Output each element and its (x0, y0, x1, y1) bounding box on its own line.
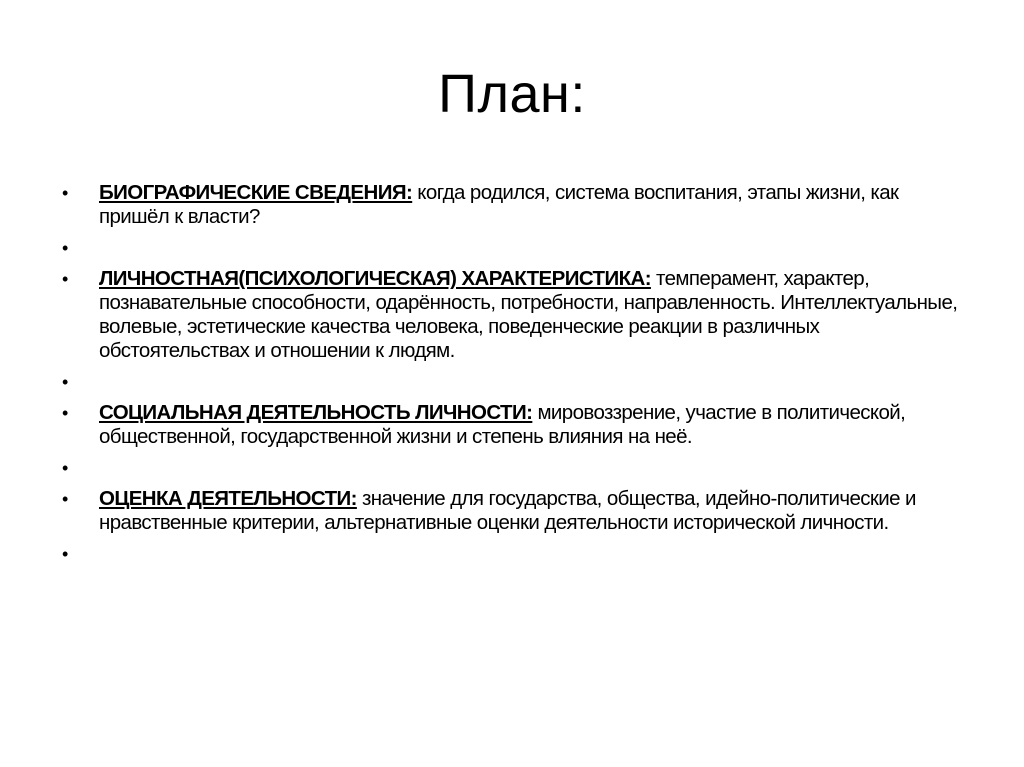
bullet-text: мировоззрение, участие в политической, общественной, государственной жизни и степень влияния на неё. (99, 401, 906, 448)
bullet-text: когда родился, система воспитания, этапы жизни, как пришёл к власти? (99, 181, 899, 228)
bullet-heading: ОЦЕНКА ДЕЯТЕЛЬНОСТИ: (99, 487, 357, 510)
bullet-icon: • (62, 458, 68, 478)
bullet-item-empty (62, 236, 962, 260)
bullet-icon: • (62, 544, 68, 564)
bullet-item-personality (62, 267, 962, 363)
bullet-item-empty (62, 370, 962, 394)
bullet-item-evaluation (62, 487, 962, 535)
bullet-text: значение для государства, общества, идейно-политические и нравственные критерии, альтернативные оценки деятельности исторической личности. (99, 487, 916, 534)
bullet-item-biography (62, 181, 962, 229)
bullet-item-social-activity (62, 401, 962, 449)
bullet-icon: • (62, 403, 68, 423)
bullet-heading: СОЦИАЛЬНАЯ ДЕЯТЕЛЬНОСТЬ ЛИЧНОСТИ: (99, 401, 533, 424)
bullet-text: темперамент, характер, познавательные способности, одарённость, потребности, направленность. Интеллектуальные, волевые, эстетические качества человека, поведенческие реакции в различных обстоятельствах и отношении к людям. (99, 267, 958, 362)
bullet-heading: ЛИЧНОСТНАЯ(ПСИХОЛОГИЧЕСКАЯ) ХАРАКТЕРИСТИКА: (99, 267, 651, 290)
bullet-heading: БИОГРАФИЧЕСКИЕ СВЕДЕНИЯ: (99, 181, 413, 204)
bullet-item-empty (62, 456, 962, 480)
bullet-icon: • (62, 372, 68, 392)
slide-title: План: (438, 64, 586, 124)
bullet-icon: • (62, 183, 68, 203)
bullet-icon: • (62, 489, 68, 509)
bullet-icon: • (62, 238, 68, 258)
bullet-list (62, 181, 962, 573)
bullet-item-empty (62, 542, 962, 566)
bullet-icon: • (62, 269, 68, 289)
